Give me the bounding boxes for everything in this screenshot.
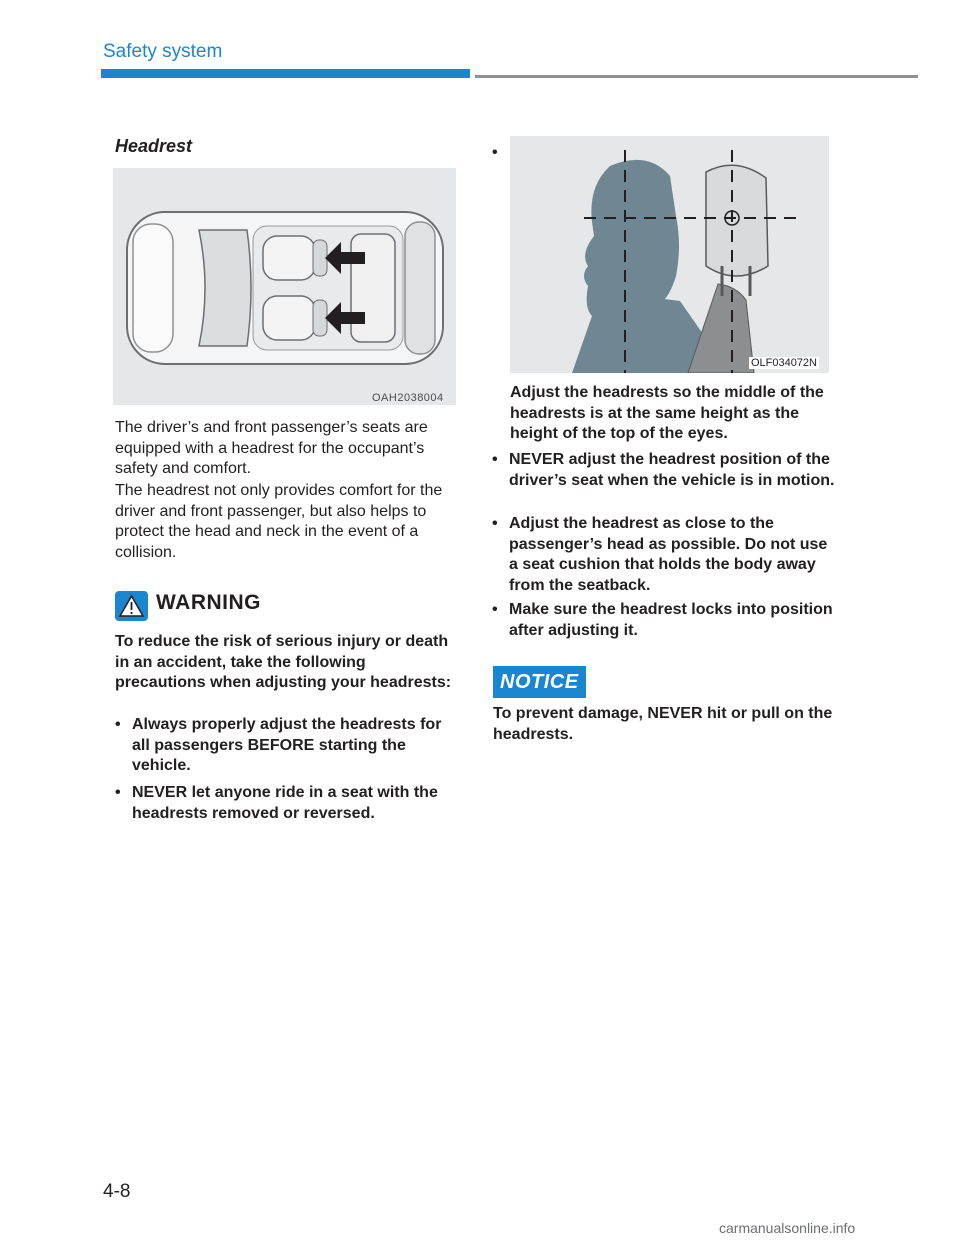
- list-item: [115, 715, 460, 777]
- head-and-headrest-illustration: [510, 136, 829, 373]
- page-number: 4-8: [103, 1181, 131, 1202]
- list-item: [492, 514, 840, 596]
- bullet-glyph: •: [115, 784, 121, 801]
- list-item-text: Make sure the headrest locks into position after adjusting it.: [509, 601, 833, 639]
- warning-icon: [115, 591, 148, 621]
- figure-code: OAH2038004: [372, 392, 444, 404]
- body-paragraph: The driver’s and front passenger’s seats are equipped with a headrest for the occupant’s safety and comfort.: [115, 419, 428, 477]
- watermark: carmanualsonline.info: [719, 1220, 856, 1236]
- list-item-text: Always properly adjust the headrests for all passengers BEFORE starting the vehicle.: [132, 716, 442, 774]
- headrest-position-figure: [510, 136, 829, 373]
- list-item-text: NEVER adjust the headrest position of the driver’s seat when the vehicle is in motion.: [509, 451, 835, 489]
- warning-intro: To reduce the risk of serious injury or death in an accident, take the following precautions when adjusting your headrests:: [115, 633, 452, 691]
- list-item-text: NEVER let anyone ride in a seat with the headrests removed or reversed.: [132, 784, 438, 822]
- bullet-glyph: •: [492, 515, 498, 532]
- list-item: [492, 600, 840, 641]
- car-top-view-illustration: [113, 168, 456, 405]
- bullet-glyph: •: [492, 451, 498, 468]
- bullet-glyph: •: [492, 144, 498, 161]
- adjust-instruction: Adjust the headrests so the middle of the headrests is at the same height as the height of the top of the eyes.: [510, 384, 824, 442]
- car-top-view-figure: [113, 168, 456, 405]
- bullet-glyph: •: [492, 601, 498, 618]
- header-rule: [475, 75, 918, 78]
- list-item: [492, 450, 840, 491]
- notice-badge: NOTICE: [493, 666, 586, 698]
- section-title: Safety system: [103, 41, 223, 62]
- bullet-glyph: •: [115, 716, 121, 733]
- figure-code: OLF034072N: [750, 357, 817, 369]
- page-heading: Headrest: [115, 136, 193, 156]
- body-paragraph: The headrest not only provides comfort for the driver and front passenger, but also helps to protect the head and neck in the event of a collision.: [115, 482, 443, 561]
- header-rule-accent: [101, 69, 470, 78]
- notice-text: To prevent damage, NEVER hit or pull on the headrests.: [493, 705, 833, 743]
- list-item: [115, 783, 460, 824]
- list-item-text: Adjust the headrest as close to the passenger’s head as possible. Do not use a seat cushion that holds the body away from the seatback.: [509, 515, 828, 594]
- warning-title: WARNING: [156, 591, 261, 614]
